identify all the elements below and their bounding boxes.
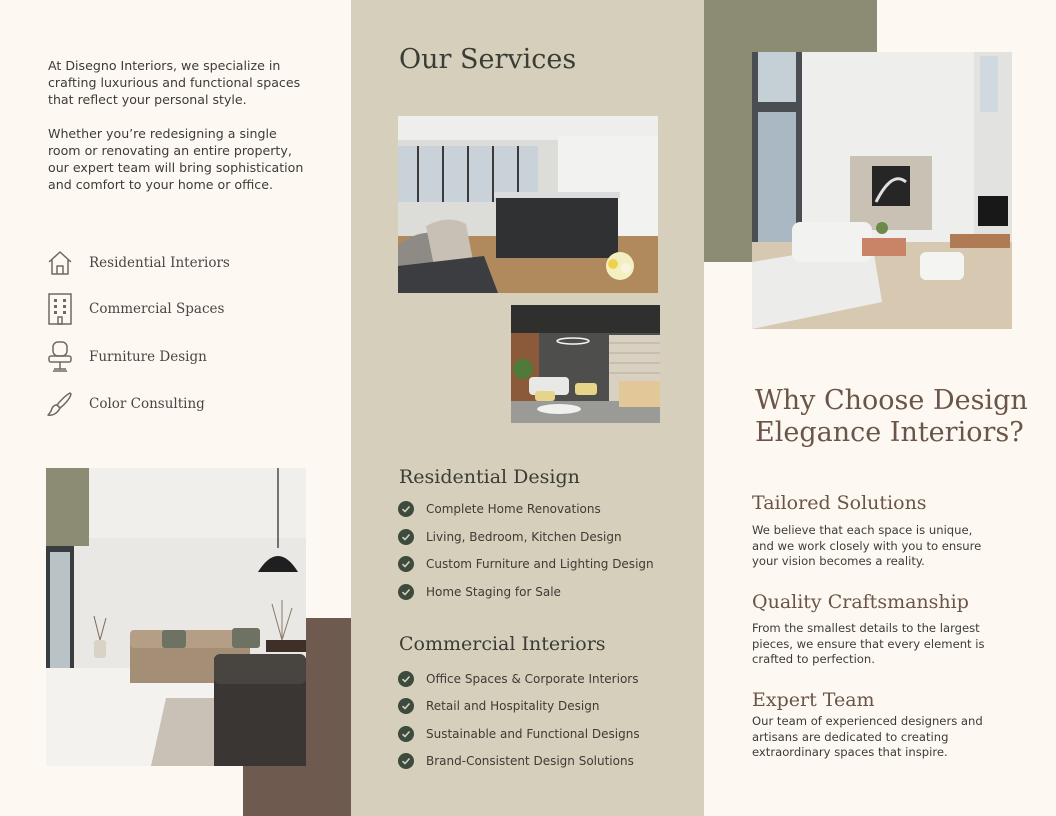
check-icon — [398, 584, 414, 600]
commercial-interiors-heading: Commercial Interiors — [399, 633, 606, 655]
bright-living-room-photo — [752, 52, 1012, 329]
residential-item: Living, Bedroom, Kitchen Design — [398, 528, 622, 546]
service-label: Furniture Design — [89, 349, 207, 365]
residential-design-heading: Residential Design — [399, 466, 580, 488]
feature-heading-quality: Quality Craftsmanship — [752, 591, 969, 613]
middle-panel — [351, 0, 704, 816]
service-label: Residential Interiors — [89, 255, 230, 271]
commercial-item: Retail and Hospitality Design — [398, 697, 599, 715]
feature-heading-expert: Expert Team — [752, 689, 875, 711]
right-panel — [704, 0, 1056, 816]
residential-item: Complete Home Renovations — [398, 500, 601, 518]
check-icon — [398, 501, 414, 517]
chair-icon — [46, 343, 74, 371]
feature-text-expert: Our team of experienced designers and artisans are dedicated to creating extraordinary spaces that inspire. — [752, 714, 983, 759]
why-choose-title: Why Choose Design Elegance Interiors? — [755, 385, 1028, 448]
commercial-lounge-photo — [511, 305, 660, 423]
paintbrush-icon — [46, 390, 74, 418]
service-item-color — [46, 389, 205, 419]
check-icon — [398, 753, 414, 769]
building-icon — [46, 295, 74, 323]
olive-accent-block — [46, 468, 89, 546]
check-icon — [398, 726, 414, 742]
check-icon — [398, 556, 414, 572]
check-icon — [398, 671, 414, 687]
commercial-item: Office Spaces & Corporate Interiors — [398, 670, 638, 688]
intro-paragraph-1: At Disegno Interiors, we specialize in crafting luxurious and functional spaces that reflect your personal style. — [48, 58, 301, 107]
house-icon — [46, 249, 74, 277]
check-icon — [398, 529, 414, 545]
service-label: Color Consulting — [89, 396, 205, 412]
check-icon — [398, 698, 414, 714]
residential-item: Custom Furniture and Lighting Design — [398, 555, 654, 573]
open-plan-kitchen-photo — [398, 116, 658, 293]
intro-paragraph-2: Whether you’re redesigning a single room or renovating an entire property, our expert team will bring sophistication and comfort to your home or office. — [48, 126, 304, 192]
service-label: Commercial Spaces — [89, 301, 225, 317]
feature-heading-tailored: Tailored Solutions — [752, 492, 927, 514]
service-item-commercial — [46, 294, 224, 324]
feature-text-quality: From the smallest details to the largest pieces, we ensure that every element is crafted to perfection. — [752, 621, 985, 666]
our-services-title: Our Services — [399, 44, 577, 75]
commercial-item: Sustainable and Functional Designs — [398, 725, 640, 743]
feature-text-tailored: We believe that each space is unique, and we work closely with you to ensure your vision becomes a reality. — [752, 523, 982, 568]
commercial-item: Brand-Consistent Design Solutions — [398, 752, 634, 770]
left-panel — [0, 0, 351, 816]
residential-item: Home Staging for Sale — [398, 583, 561, 601]
service-item-furniture — [46, 342, 207, 372]
service-item-residential — [46, 248, 230, 278]
